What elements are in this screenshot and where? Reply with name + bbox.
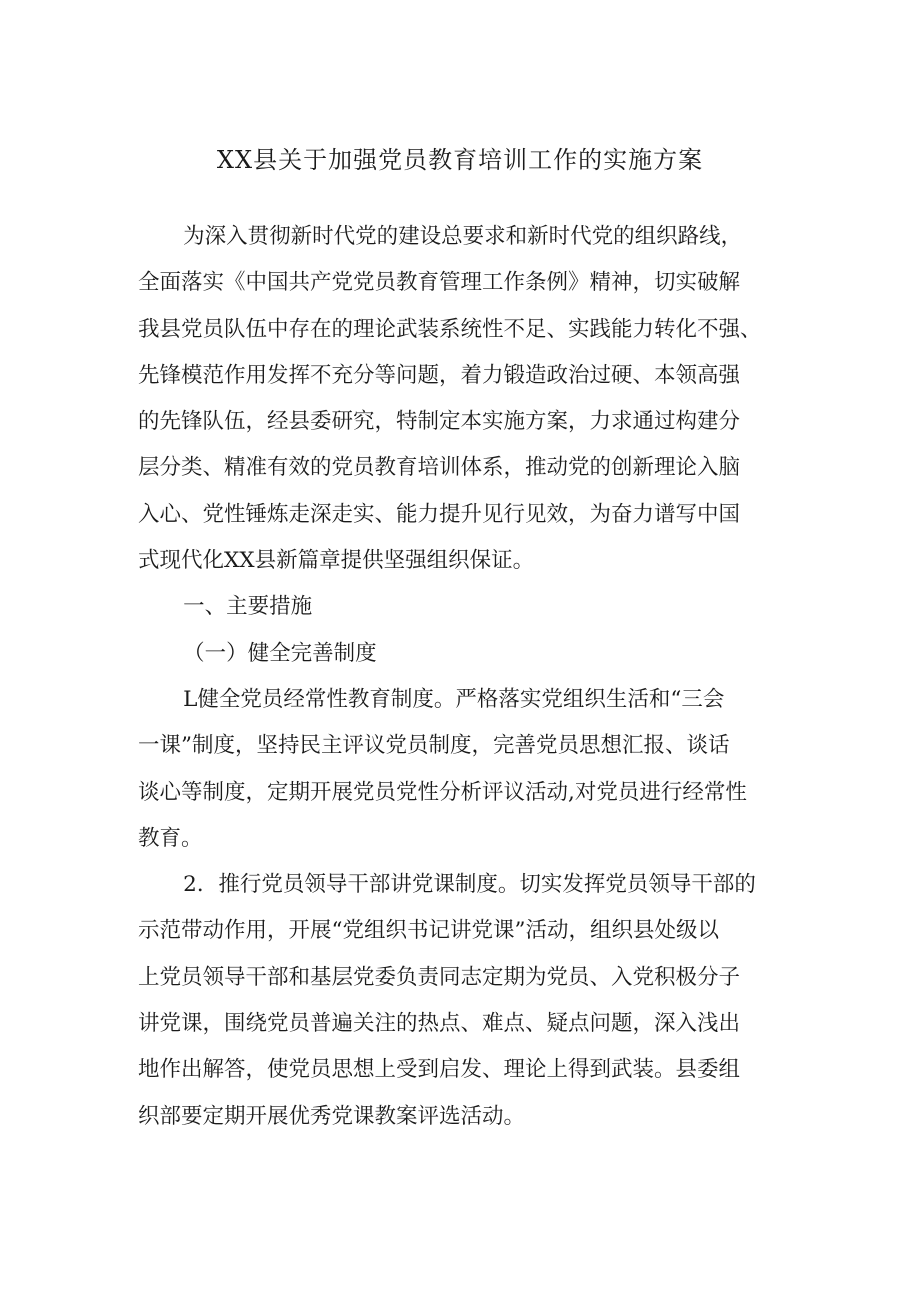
paragraph-line: 先锋模范作用发挥不充分等问题，着力锻造政治过硬、本领高强 [138, 362, 741, 388]
paragraph-line: 谈心等制度，定期开展党员党性分析评议活动,对党员进行经常性 [138, 779, 747, 805]
paragraph-line: 为深入贯彻新时代党的建设总要求和新时代党的组织路线， [183, 224, 743, 249]
paragraph-line: 地作出解答，使党员思想上受到启发、理论上得到武装。县委组 [138, 1057, 741, 1083]
paragraph-line: 2．推行党员领导干部讲党课制度。切实发挥党员领导干部的 [183, 872, 756, 898]
paragraph-line: 层分类、精准有效的党员教育培训体系，推动党的创新理论入脑 [138, 455, 741, 481]
paragraph-line: 一课”制度，坚持民主评议党员制度，完善党员思想汇报、谈话 [138, 733, 730, 759]
paragraph-line: 全面落实《中国共产党党员教育管理工作条例》精神，切实破解 [138, 270, 741, 296]
paragraph-line: （一）健全完善制度 [183, 640, 377, 666]
paragraph-line: 教育。 [138, 825, 203, 851]
paragraph-line: 示范带动作用，开展“党组织书记讲党课”活动，组织县处级以 [138, 918, 719, 944]
paragraph-line: 入心、党性锤炼走深走实、能力提升见行见效，为奋力谱写中国 [138, 501, 741, 527]
paragraph-line: 我县党员队伍中存在的理论武装系统性不足、实践能力转化不强、 [138, 316, 762, 342]
paragraph-line: L健全党员经常性教育制度。严格落实党组织生活和“三会 [183, 686, 725, 712]
document-title: XX县关于加强党员教育培训工作的实施方案 [216, 146, 704, 174]
paragraph-line: 一、主要措施 [183, 594, 313, 620]
paragraph-line: 织部要定期开展优秀党课教案评选活动。 [138, 1103, 526, 1129]
document-body [138, 214, 790, 1140]
paragraph-line: 讲党课，围绕党员普遍关注的热点、难点、疑点问题，深入浅出 [138, 1011, 741, 1037]
paragraph-line: 式现代化XX县新篇章提供坚强组织保证。 [138, 548, 535, 574]
paragraph-line: 上党员领导干部和基层党委负责同志定期为党员、入党积极分子 [138, 964, 741, 990]
paragraph-line: 的先锋队伍，经县委研究，特制定本实施方案，力求通过构建分 [138, 409, 741, 435]
